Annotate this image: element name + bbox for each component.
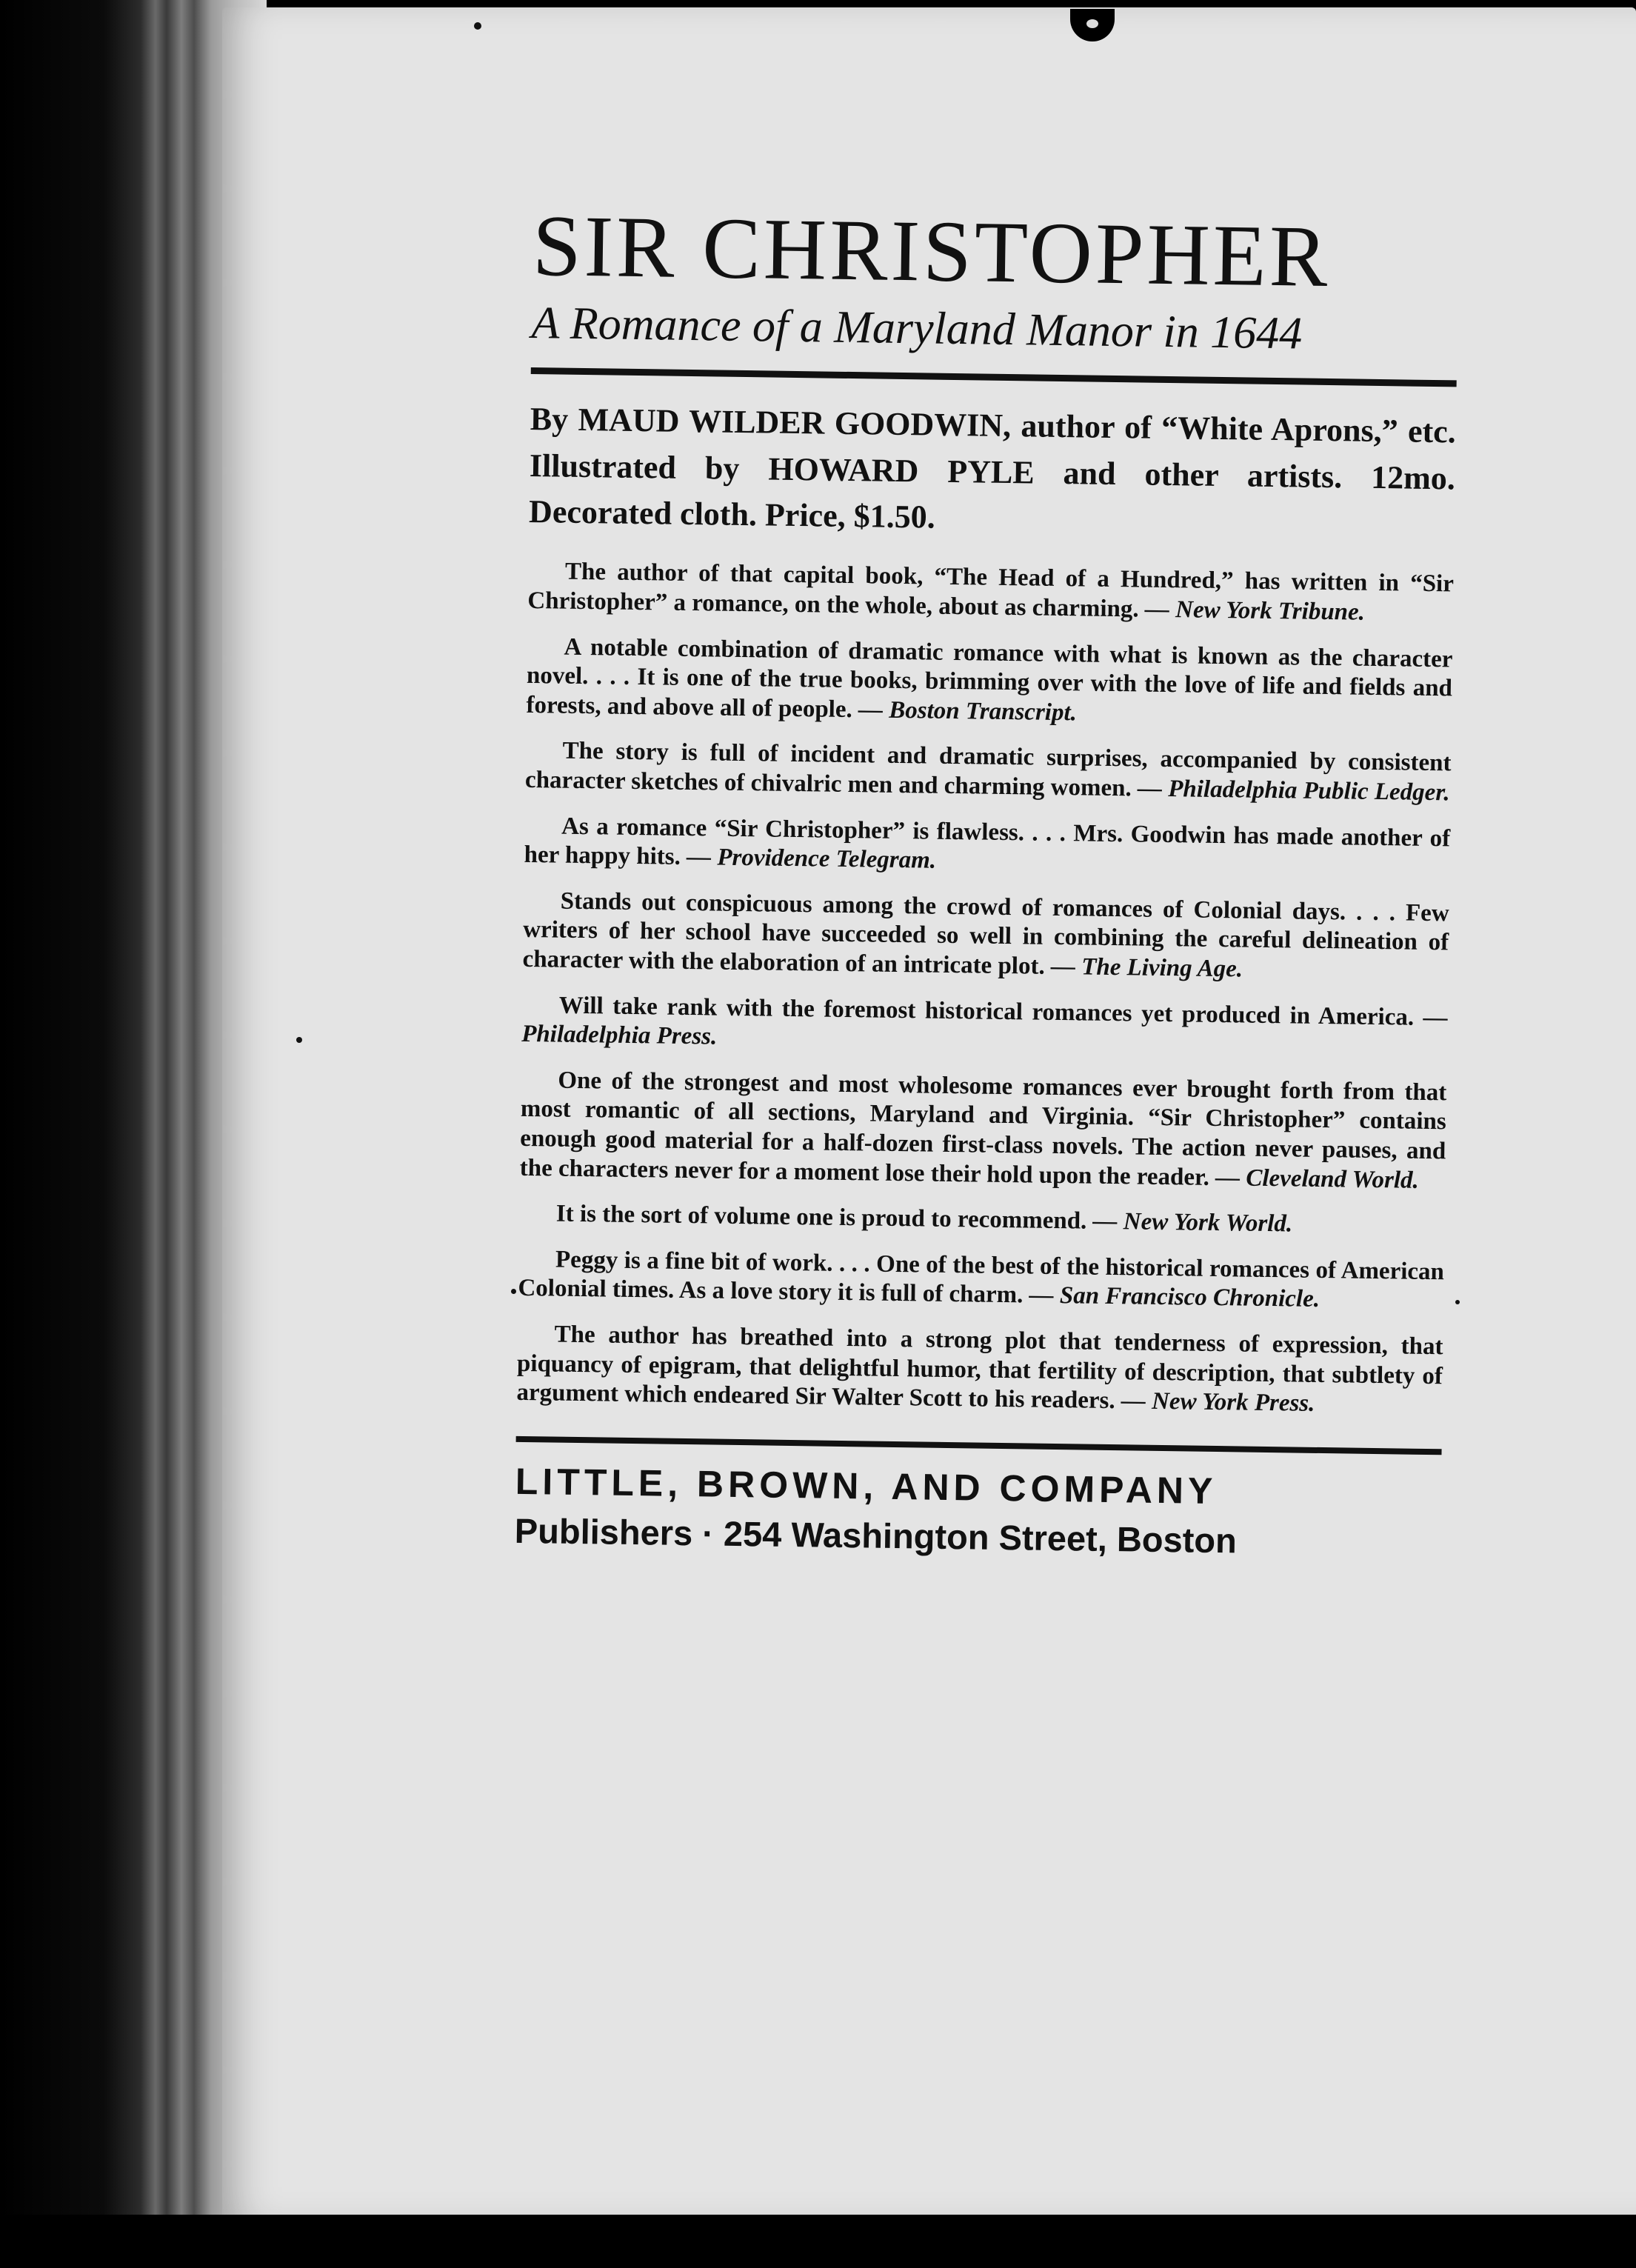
quote-source: — The Living Age. — [1050, 953, 1243, 983]
quote-text: It is the sort of volume one is proud to recommend. — [555, 1200, 1087, 1235]
quote-text: A notable combination of dramatic romance with what is known as the character novel. . . . It is one of the true books, brimming over with the love of life and fields and forests, and above all of people. — [526, 633, 1453, 723]
scan-speck — [296, 1037, 302, 1043]
review-quote — [526, 633, 1453, 733]
advertisement-page — [514, 197, 1459, 1564]
publisher-name: LITTLE, BROWN, AND COMPANY — [515, 1460, 1218, 1512]
publisher-address: Publishers · 254 Washington Street, Boston — [514, 1510, 1238, 1561]
review-quote — [521, 991, 1448, 1063]
review-quote — [527, 557, 1454, 629]
quote-text: The author has breathed into a strong plot that tenderness of expression, that piquancy of epigram, that delightful humor, that fertility of description, that subtlety of argument which endeared Sir Walter Scott to his readers. — [516, 1321, 1443, 1415]
quote-source: — New York World. — [1092, 1207, 1293, 1238]
quote-source: — Providence Telegram. — [686, 844, 937, 874]
scan-speck — [1455, 1300, 1460, 1304]
quote-source: — Boston Transcript. — [858, 696, 1078, 727]
quote-text: Stands out conspicuous among the crowd of romances of Colonial days. . . . Few writers of her school have succeeded so well in combining the careful delineation of character with the elaboration of an intricate plot. — [522, 887, 1449, 980]
quote-source: — New York Tribune. — [1144, 596, 1366, 626]
review-quotes — [516, 557, 1454, 1421]
quote-text: The story is full of incident and dramatic surprises, accompanied by consistent character sketches of chivalric men and charming women. — [524, 738, 1452, 802]
scan-speck — [474, 22, 481, 30]
review-quote — [522, 887, 1449, 987]
quote-text: Will take rank with the foremost historical romances yet produced in America. — [558, 992, 1415, 1031]
review-quote — [519, 1066, 1446, 1196]
title-rule — [531, 367, 1457, 387]
scan-speck — [511, 1289, 516, 1294]
review-quote — [516, 1320, 1443, 1421]
review-quote — [524, 812, 1450, 884]
quote-text: As a romance “Sir Christopher” is flawless. . . . Mrs. Goodwin has made another of her happy hits. — [524, 813, 1451, 871]
review-quote — [518, 1245, 1444, 1317]
book-subtitle: A Romance of a Maryland Manor in 1644 — [531, 297, 1303, 359]
quote-source: — Cleveland World. — [1215, 1164, 1420, 1194]
book-title: SIR CHRISTOPHER — [532, 197, 1332, 306]
scan-bottom-border — [0, 2215, 1636, 2268]
quote-text: One of the strongest and most wholesome romances ever brought forth from that most romantic of all sections, Maryland and Virginia. “Sir Christopher” contains enough good material for a half-dozen first-class novels. The action never pauses, and the characters never for a moment lose their hold upon the reader. — [519, 1067, 1447, 1191]
quote-text: Peggy is a fine bit of work. . . . One of the best of the historical romances of American Colonial times. As a love story it is full of charm. — [518, 1246, 1445, 1309]
review-quote — [525, 736, 1452, 808]
quote-source: — Philadelphia Press. — [521, 1004, 1448, 1050]
byline: By MAUD WILDER GOODWIN, author of “White Aprons,” etc. Illustrated by HOWARD PYLE and other artists. 12mo. Decorated cloth. Price, $1.50. — [528, 401, 1457, 536]
quote-source: — New York Press. — [1121, 1387, 1315, 1418]
quote-text: The author of that capital book, “The Head of a Hundred,” has written in “Sir Christopher” a romance, on the whole, about as charming. — [527, 558, 1455, 623]
review-quote — [519, 1199, 1445, 1241]
quote-source: — San Francisco Chronicle. — [1029, 1281, 1321, 1313]
quote-source: — Philadelphia Public Ledger. — [1137, 775, 1450, 807]
publisher-rule — [516, 1436, 1442, 1455]
